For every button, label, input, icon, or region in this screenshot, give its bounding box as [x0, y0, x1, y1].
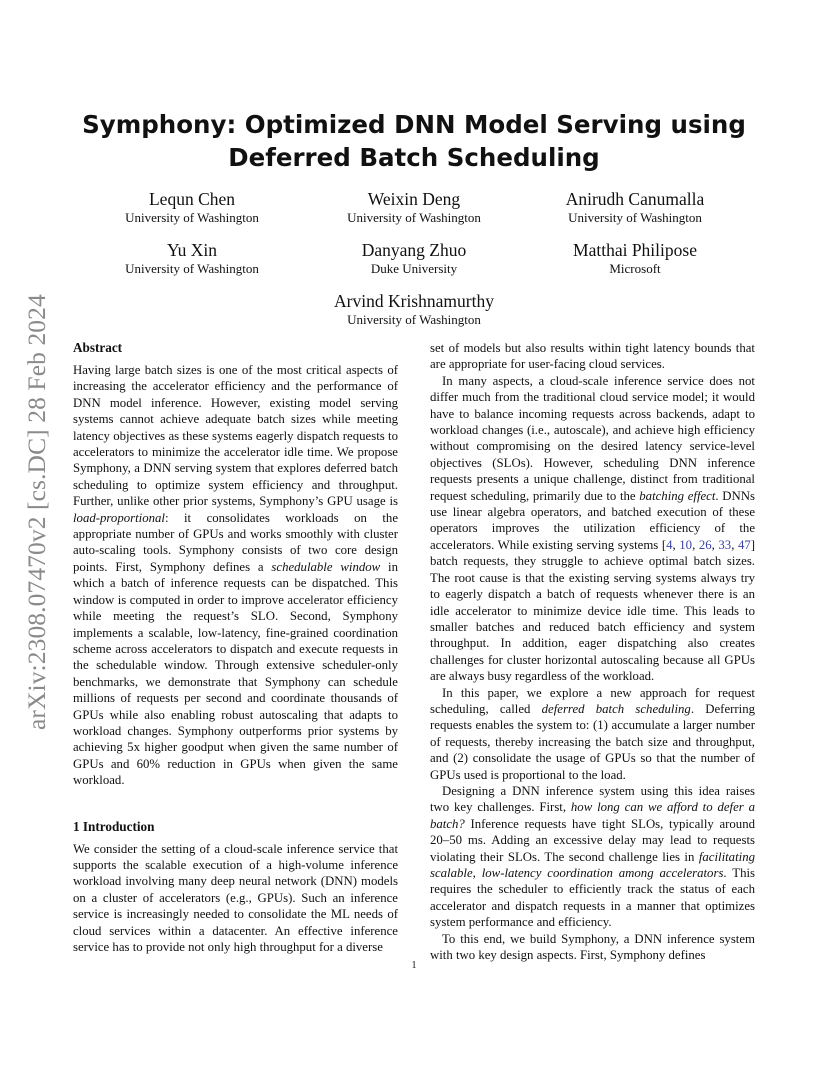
- author-affiliation: University of Washington: [347, 312, 481, 327]
- author-affiliation: University of Washington: [568, 210, 702, 225]
- author-block: [505, 189, 765, 226]
- title-line-2: Deferred Batch Scheduling: [228, 143, 600, 172]
- author-name: Matthai Philipose: [573, 240, 697, 260]
- abstract-text: Having large batch sizes is one of the most critical aspects of increasing the accelerator efficiency and the performance of DNN model inference. However, existing model serving systems cannot achieve adequate batch sizes while meeting latency objectives as these systems eagerly dispatch requests to accelerators to minimize the accelerator idle time. We propose Symphony, a DNN serving system that explores deferred batch scheduling to optimize system efficiency and throughput. Further, unlike other prior systems, Symphony’s GPU usage is load-proportional: it consolidates workloads on the appropriate number of GPUs and works smoothly with cluster auto-scaling tools. Symphony consists of two core design points. First, Symphony defines a schedulable window in which a batch of inference requests can be dispatched. This window is computed in order to improve accelerator efficiency while meeting the request’s SLO. Second, Symphony implements a scalable, low-latency, fine-grained coordination scheme across accelerators to dispatch and execute requests in the schedulable window. Through extensive scheduler-only benchmarks, we demonstrate that Symphony can schedule millions of requests per second and coordinate thousands of GPUs while also enabling robust autoscaling that adapts to workload changes. Symphony outperforms prior systems by achieving 5x higher goodput when given the same number of GPUs and 60% reduction in GPUs when given the same workload.: [73, 363, 398, 788]
- author-name: Lequn Chen: [148, 189, 236, 209]
- citation-link[interactable]: 10: [679, 537, 693, 552]
- author-affiliation: University of Washington: [347, 210, 481, 225]
- author-affiliation: University of Washington: [125, 261, 259, 276]
- author-name: Yu Xin: [166, 240, 218, 260]
- page-number: 1: [411, 960, 417, 971]
- author-name: Anirudh Canumalla: [565, 189, 705, 209]
- author-block: [62, 189, 322, 226]
- intro-paragraph: We consider the setting of a cloud-scale inference service that supports the scalable execution of a high-volume inference workload involving many deep neural network (DNN) models on a cluster of accelerators (e.g., GPUs). Such an inference service is increasingly needed to consolidate the ML needs of cloud services within a datacenter. An effective inference service has to provide not only high throughput for a diverse: [73, 841, 398, 954]
- author-block: [505, 240, 765, 277]
- arxiv-identifier: arXiv:2308.07470v2 [cs.DC] 28 Feb 2024: [22, 294, 51, 730]
- abstract-heading: Abstract: [73, 340, 123, 355]
- right-column: [430, 340, 755, 963]
- paragraph: In many aspects, a cloud-scale inference service does not differ much from the traditional cloud service model; it would have to balance incoming requests across backends, adapt to workload changes (i.e., autoscale), and achieve high efficiency without compromising on the desired latency service-level objectives (SLOs). However, scheduling DNN inference requests presents a unique challenge, distinct from traditional request scheduling, primarily due to the batching effect. DNNs use linear algebra operators, and batched execution of these operators improves the utilization efficiency of the accelerators. While existing serving systems [4, 10, 26, 33, 47] batch requests, they struggle to achieve optimal batch sizes. The root cause is that the existing serving systems always try to eagerly dispatch a batch of requests whenever there is an idle accelerator to minimize device idle time. This leads to smaller batches and reduced batch efficiency and system throughput. In addition, eager dispatching also creates challenges for cluster horizontal autoscaling because all GPUs are always busy regardless of the workload.: [430, 373, 756, 684]
- author-affiliation: Duke University: [370, 261, 458, 276]
- citation-link[interactable]: 4: [666, 537, 673, 552]
- author-affiliation: University of Washington: [125, 210, 259, 225]
- paragraph: To this end, we build Symphony, a DNN inference system with two key design aspects. First, Symphony defines: [430, 931, 755, 963]
- paragraph: In this paper, we explore a new approach for request scheduling, called deferred batch scheduling. Deferring requests enables the system to: (1) accumulate a larger number of requests, thereby increasing the batch size and throughput, and (2) consolidate the usage of GPUs so that the number of GPUs used is proportional to the load.: [430, 685, 756, 782]
- citation-link[interactable]: 33: [718, 537, 732, 552]
- paper-title: [74, 108, 754, 174]
- author-name: Weixin Deng: [367, 189, 461, 209]
- paragraph: set of models but also results within tight latency bounds that are appropriate for user-facing cloud services.: [430, 341, 755, 372]
- author-name: Danyang Zhuo: [361, 240, 467, 260]
- left-column: [73, 340, 398, 955]
- author-name: Arvind Krishnamurthy: [334, 291, 494, 311]
- paragraph: Designing a DNN inference system using this idea raises two key challenges. First, how long can we afford to defer a batch? Inference requests have tight SLOs, typically around 20–50 ms. Adding an excessive delay may lead to requests violating their SLOs. The second challenge lies in facilitating scalable, low-latency coordination among accelerators. This requires the scheduler to efficiently track the status of each accelerator and dispatch requests in a manner that optimizes system performance and efficiency.: [430, 783, 755, 930]
- author-block: [62, 240, 322, 277]
- title-line-1: Symphony: Optimized DNN Model Serving using: [82, 110, 746, 139]
- section-heading: 1 Introduction: [73, 818, 155, 834]
- citation-link[interactable]: 26: [698, 537, 712, 552]
- citation-link[interactable]: 47: [737, 537, 751, 552]
- author-block: [284, 291, 544, 328]
- author-affiliation: Microsoft: [609, 261, 661, 276]
